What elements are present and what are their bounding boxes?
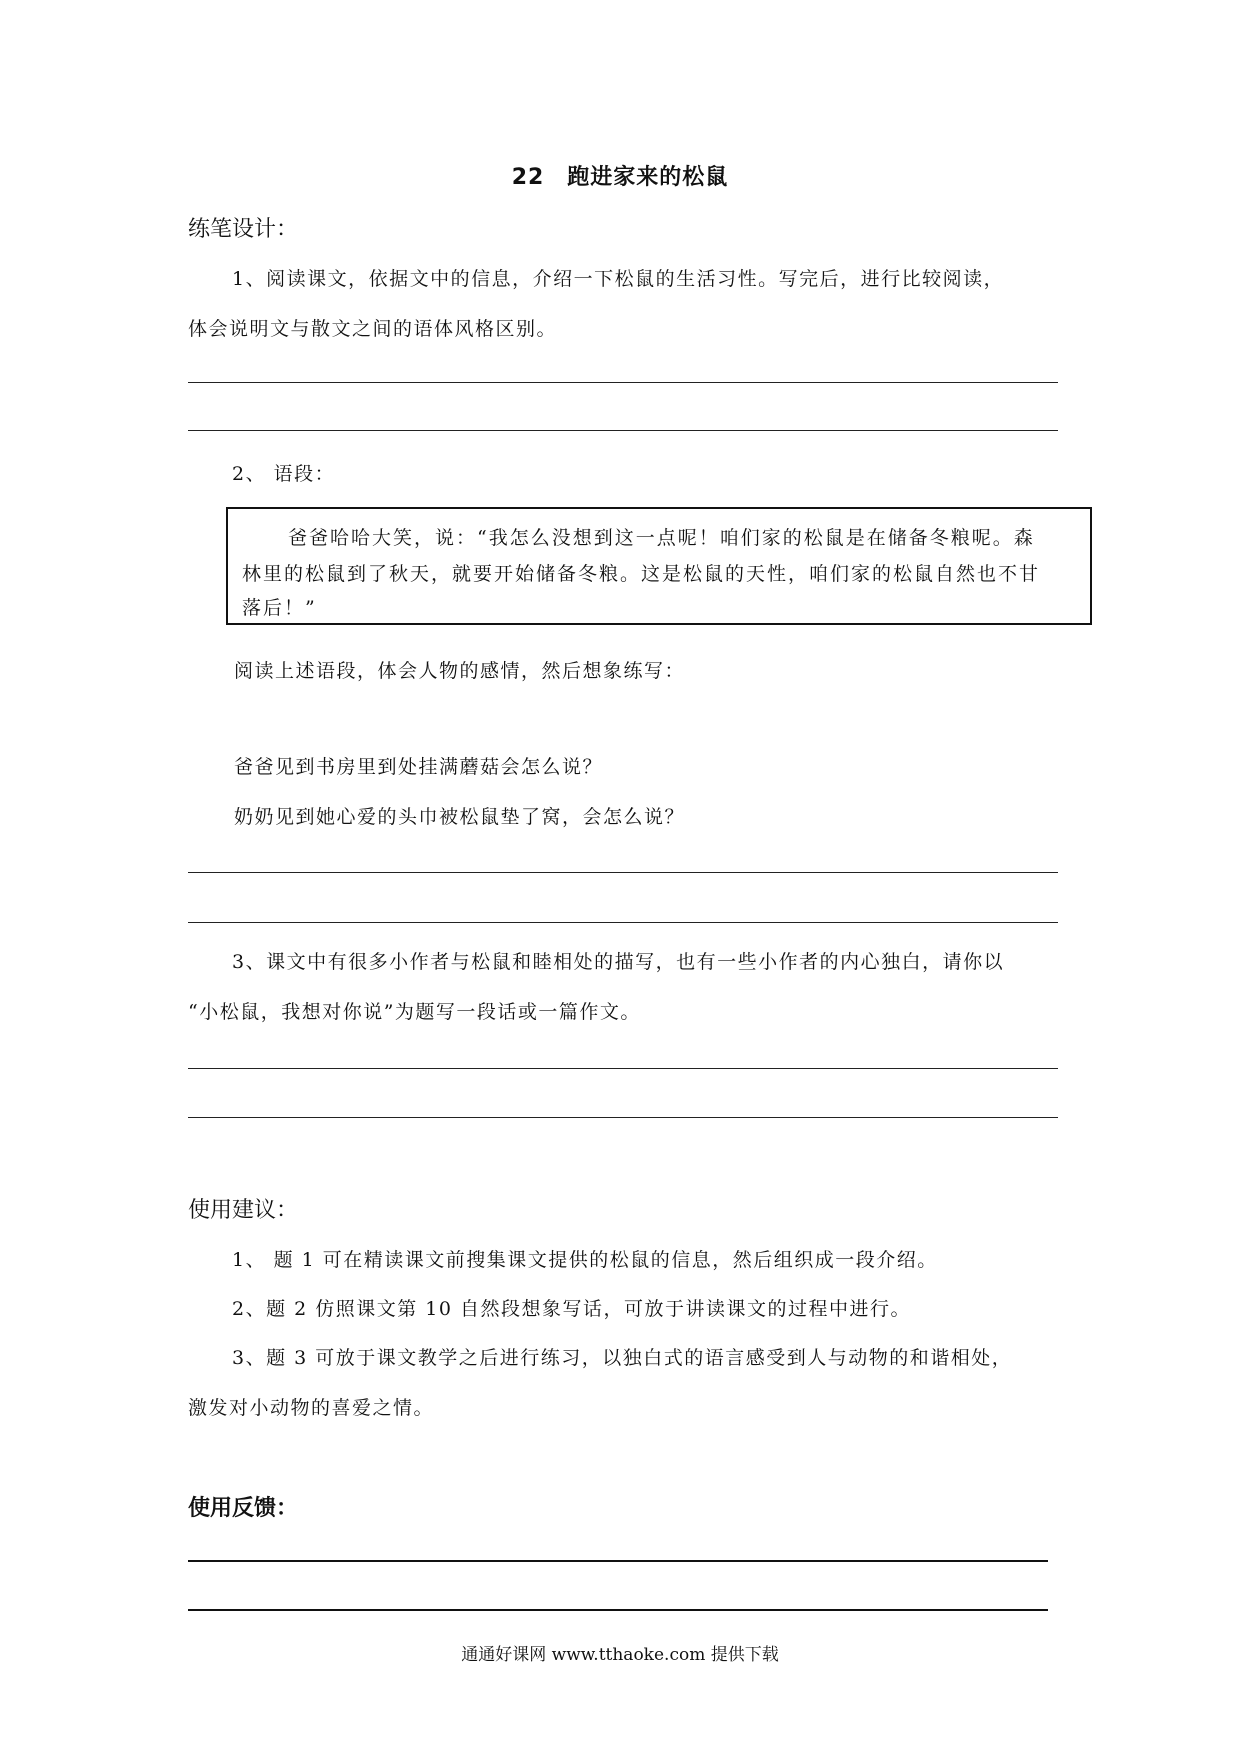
quote-line-2: 林里的松鼠到了秋天，就要开始储备冬粮。这是松鼠的天性，咱们家的松鼠自然也不甘 bbox=[242, 563, 1041, 585]
feedback-line[interactable] bbox=[188, 1560, 1048, 1562]
quote-line-3: 落后！” bbox=[242, 597, 317, 619]
answer-line[interactable] bbox=[188, 922, 1058, 923]
q2-sub-question-2: 奶奶见到她心爱的头巾被松鼠垫了窝，会怎么说？ bbox=[234, 806, 686, 828]
suggestion-1: 1、 题 1 可在精读课文前搜集课文提供的松鼠的信息，然后组织成一段介绍。 bbox=[232, 1249, 938, 1271]
suggestion-2: 2、题 2 仿照课文第 10 自然段想象写话，可放于讲读课文的过程中进行。 bbox=[232, 1298, 912, 1320]
q3-text-line2: “小松鼠，我想对你说”为题写一段话或一篇作文。 bbox=[188, 1001, 641, 1023]
practice-heading: 练笔设计： bbox=[188, 217, 299, 242]
footer-credit: 通通好课网 www.tthaoke.com 提供下载 bbox=[461, 1645, 779, 1665]
suggestion-3-line1: 3、题 3 可放于课文教学之后进行练习，以独白式的语言感受到人与动物的和谐相处， bbox=[232, 1347, 1013, 1369]
feedback-line[interactable] bbox=[188, 1609, 1048, 1611]
q2-sub-question-1: 爸爸见到书房里到处挂满蘑菇会怎么说？ bbox=[234, 756, 604, 778]
q2-prompt: 阅读上述语段，体会人物的感情，然后想象练写： bbox=[234, 660, 686, 682]
q1-text-line1: 1、阅读课文，依据文中的信息，介绍一下松鼠的生活习性。写完后，进行比较阅读， bbox=[232, 268, 1005, 290]
page-title: 22 跑进家来的松鼠 bbox=[511, 165, 729, 190]
answer-line[interactable] bbox=[188, 430, 1058, 431]
suggestions-heading: 使用建议： bbox=[188, 1198, 299, 1223]
answer-line[interactable] bbox=[188, 1068, 1058, 1069]
q3-text-line1: 3、课文中有很多小作者与松鼠和睦相处的描写，也有一些小作者的内心独白，请你以 bbox=[232, 951, 1005, 973]
answer-line[interactable] bbox=[188, 382, 1058, 383]
q2-label: 2、 语段： bbox=[232, 463, 336, 485]
suggestion-3-line2: 激发对小动物的喜爱之情。 bbox=[188, 1397, 435, 1419]
quote-line-1: 爸爸哈哈大笑，说：“我怎么没想到这一点呢！咱们家的松鼠是在储备冬粮呢。森 bbox=[288, 527, 1035, 549]
answer-line[interactable] bbox=[188, 872, 1058, 873]
feedback-heading: 使用反馈： bbox=[188, 1496, 299, 1521]
q1-text-line2: 体会说明文与散文之间的语体风格区别。 bbox=[188, 318, 558, 340]
answer-line[interactable] bbox=[188, 1117, 1058, 1118]
quote-box bbox=[226, 507, 1092, 625]
